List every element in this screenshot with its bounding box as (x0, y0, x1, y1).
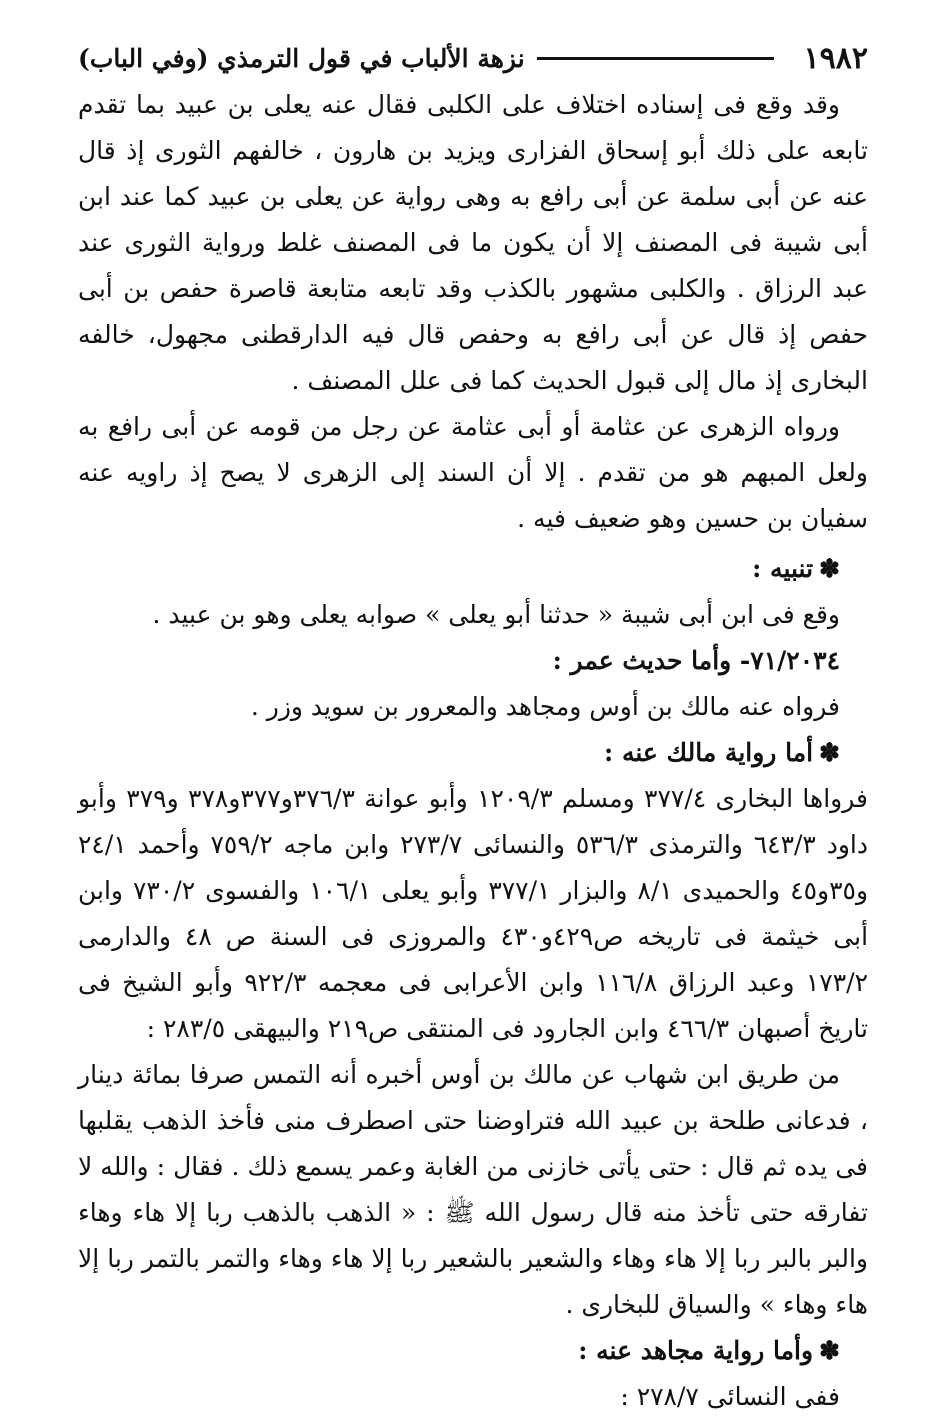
heading-malik-narration (78, 730, 868, 776)
page-body (78, 82, 868, 1420)
heading-malik-text: أما رواية مالك عنه : (604, 738, 814, 767)
star-bullet-icon: ✽ (819, 554, 840, 583)
paragraph-zuhri-narration: ورواه الزهرى عن عثامة أو أبى عثامة عن رجل من قومه عن أبى رافع به ولعل المبهم هو من تقدم . إلا أن السند إلى الزهرى لا يصح إذ راويه عنه سفيان بن حسين وهو ضعيف فيه . (78, 412, 868, 533)
heading-mujahid-narration (78, 1328, 868, 1374)
heading-tanbih-text: تنبيه : (752, 554, 814, 583)
heading-mujahid-text: وأما رواية مجاهد عنه : (578, 1336, 814, 1365)
page-number: ١٩٨٢ (803, 40, 868, 76)
paragraph-hadith-text: من طريق ابن شهاب عن مالك بن أوس أخبره أنه التمس صرفا بمائة دينار ، فدعانى طلحة بن عبيد الله فتراوضنا حتى اصطرف منى فأخذ الذهب يقلبها فى يده ثم قال : حتى يأتى خازنى من الغابة وعمر يسمع ذلك . فقال : والله لا تفارقه حتى تأخذ منه قال رسول الله ﷺ : « الذهب بالذهب ربا إلا هاء وهاء والبر بالبر ربا إلا هاء وهاء والشعير بالشعير ربا إلا هاء وهاء والتمر بالتمر ربا إلا هاء وهاء » والسياق للبخارى . (78, 1060, 868, 1319)
heading-umar-hadith: ٧١/٢٠٣٤- وأما حديث عمر : (552, 646, 840, 675)
star-bullet-icon: ✽ (819, 738, 840, 767)
header-rule (537, 57, 774, 60)
tanbih-note: وقع فى ابن أبى شيبة « حدثنا أبو يعلى » صوابه يعلى وهو بن عبيد . (152, 600, 840, 629)
running-header (78, 38, 868, 78)
paragraph-sources-list: فرواها البخارى ٣٧٧/٤ ومسلم ١٢٠٩/٣ وأبو عوانة ٣٧٦/٣و٣٧٧و٣٧٨ و٣٧٩ وأبو داود ٦٤٣/٣ والترمذى ٥٣٦/٣ والنسائى ٢٧٣/٧ وابن ماجه ٧٥٩/٢ وأحمد ٢٤/١ و٣٥و٤٥ والحميدى ٨/١ والبزار ٣٧٧/١ وأبو يعلى ١٠٦/١ والفسوى ٧٣٠/٢ وابن أبى خيثمة فى تاريخه ص٤٢٩و٤٣٠ والمروزى فى السنة ص ٤٨ والدارمى ١٧٣/٢ وعبد الرزاق ١١٦/٨ وابن الأعرابى فى معجمه ٩٢٢/٣ وأبو الشيخ فى تاريخ أصبهان ٤٦٦/٣ وابن الجارود فى المنتقى ص٢١٩ والبيهقى ٢٨٣/٥ : (78, 784, 869, 1043)
star-bullet-icon: ✽ (819, 1336, 840, 1365)
nasai-reference: ففى النسائى ٢٧٨/٧ : (620, 1382, 840, 1411)
heading-tanbih (78, 546, 868, 592)
book-title: نزهة الألباب في قول الترمذي (وفي الباب) (78, 43, 525, 73)
paragraph-isnad-discussion: وقد وقع فى إسناده اختلاف على الكلبى فقال عنه يعلى بن عبيد بما تقدم تابعه على ذلك أبو إسحاق الفزارى ويزيد بن هارون ، خالفهم الثورى إذ قال عنه عن أبى سلمة عن أبى رافع به وهى رواية عن يعلى بن عبيد كما عند ابن أبى شيبة فى المصنف إلا أن يكون ما فى المصنف غلط ورواية الثورى عند عبد الرزاق . والكلبى مشهور بالكذب وقد تابعه متابعة قاصرة حفص بن أبى حفص إذ قال عن أبى رافع به وحفص قال فيه الدارقطنى مجهول، خالفه البخارى إذ مال إلى قبول الحديث كما فى علل المصنف . (78, 90, 868, 395)
umar-narrators: فرواه عنه مالك بن أوس ومجاهد والمعرور بن سويد وزر . (250, 692, 840, 721)
